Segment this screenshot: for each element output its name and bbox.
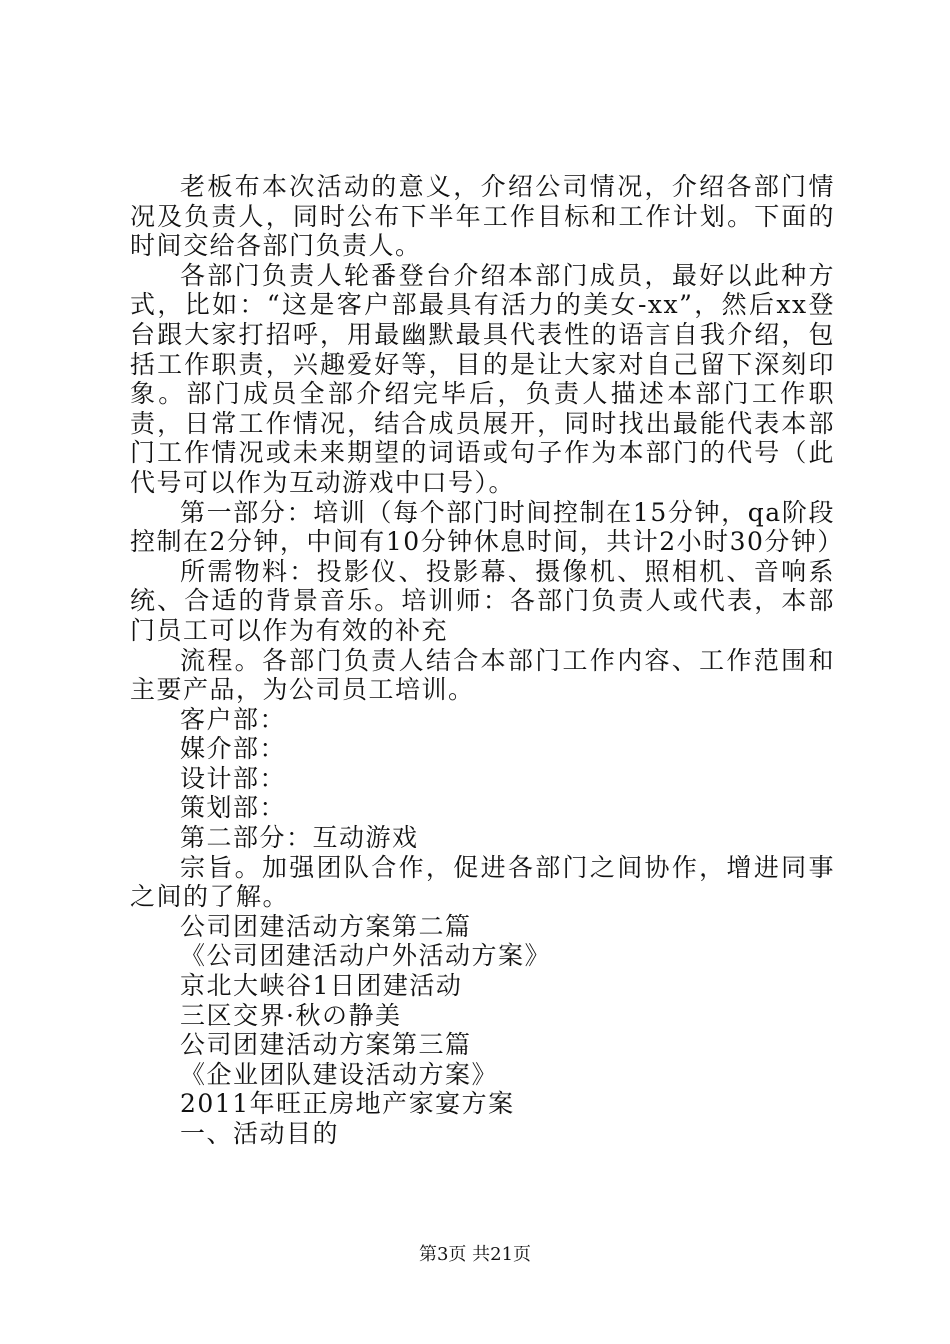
heading-team-building-plan: 《企业团队建设活动方案》 [180, 1059, 499, 1089]
paragraph-part-two-games: 第二部分：互动游戏 [180, 823, 419, 853]
paragraph-family-banquet: 2011年旺正房地产家宴方案 [180, 1089, 515, 1119]
paragraph-design-dept: 设计部： [180, 763, 287, 793]
paragraph-part-one-training: 第一部分：培训（每个部门时间控制在15分钟，qa阶段控制在2分钟，中间有10分钟休息时间，共计2小时30分钟） [130, 497, 844, 557]
paragraph-canyon-activity: 京北大峡谷1日团建活动 [180, 971, 463, 1001]
heading-second-plan: 公司团建活动方案第二篇 [180, 911, 472, 941]
heading-activity-goal: 一、活动目的 [180, 1119, 340, 1148]
heading-third-plan: 公司团建活动方案第三篇 [180, 1030, 472, 1060]
paragraph-planning-dept: 策划部： [180, 793, 287, 823]
document-body [130, 172, 844, 1149]
heading-outdoor-plan: 《公司团建活动户外活动方案》 [180, 941, 552, 971]
paragraph-purpose: 宗旨。加强团队合作，促进各部门之间协作，增进同事之间的了解。 [130, 852, 835, 912]
paragraph-media-dept: 媒介部： [180, 734, 287, 764]
paragraph-autumn: 三区交界·秋の静美 [180, 1000, 402, 1030]
paragraph-department-intro: 各部门负责人轮番登台介绍本部门成员，最好以此种方式，比如：“这是客户部最具有活力的美女-xx”，然后xx登台跟大家打招呼，用最幽默最具代表性的语言自我介绍，包括工作职责，兴趣爱好等，目的是让大家对自己留下深刻印象。部门成员全部介绍完毕后，负责人描述本部门工作职责，日常工作情况，结合成员展开，同时找出最能代表本部门工作情况或未来期望的词语或句子作为本部门的代号（此代号可以作为互动游戏中口号）。 [130, 260, 835, 497]
paragraph-materials: 所需物料：投影仪、投影幕、摄像机、照相机、音响系统、合适的背景音乐。培训师：各部门负责人或代表，本部门员工可以作为有效的补充 [130, 556, 835, 645]
paragraph-process: 流程。各部门负责人结合本部门工作内容、工作范围和主要产品，为公司员工培训。 [130, 645, 835, 705]
paragraph-client-dept: 客户部： [180, 704, 287, 734]
page-number: 第3页 共21页 [418, 1244, 532, 1265]
paragraph-intro: 老板布本次活动的意义，介绍公司情况，介绍各部门情况及负责人，同时公布下半年工作目标和工作计划。下面的时间交给各部门负责人。 [130, 172, 835, 261]
